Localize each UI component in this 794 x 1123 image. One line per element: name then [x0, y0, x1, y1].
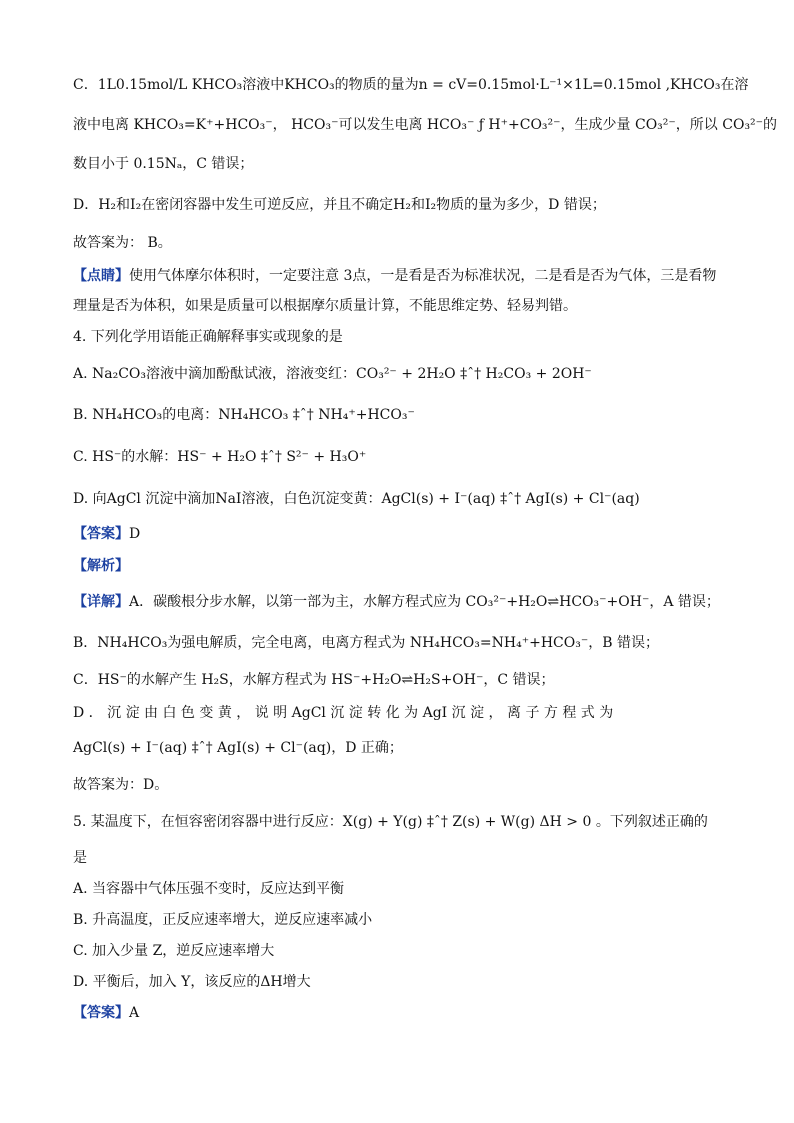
question-5: 5. 某温度下，在恒容密闭容器中进行反应：X(g) + Y(g) ‡ˆ† Z(s) + W(g) ΔH > 0 。下列叙述正确的: [73, 814, 708, 830]
question-5-option-c: C. 加入少量 Z，逆反应速率增大: [73, 943, 275, 959]
answer-tag: 【答案】: [73, 526, 129, 542]
point-tag: 【点睛】: [73, 268, 129, 284]
question-5-option-d: D. 平衡后，加入 Y，该反应的ΔH增大: [73, 974, 311, 990]
question-4-option-a: A. Na₂CO₃溶液中滴加酚酞试液，溶液变红：CO₃²⁻ + 2H₂O ‡ˆ† H₂CO₃ + 2OH⁻: [73, 366, 592, 382]
question-4-option-c: C. HS⁻的水解：HS⁻ + H₂O ‡ˆ† S²⁻ + H₃O⁺: [73, 449, 367, 465]
answer-line-4: [73, 524, 734, 544]
question-4-option-d: D. 向AgCl 沉淀中滴加NaI溶液，白色沉淀变黄：AgCl(s) + I⁻(aq) ‡ˆ† AgI(s) + Cl⁻(aq): [73, 491, 640, 507]
line-d1: D．H₂和I₂在密闭容器中发生可逆反应，并且不确定H₂和I₂物质的量为多少，D 错误；: [73, 197, 606, 213]
point-line-1: [73, 266, 734, 286]
question-4-option-b: B. NH₄HCO₃的电离：NH₄HCO₃ ‡ˆ† NH₄⁺+HCO₃⁻: [73, 407, 415, 423]
answer-tag-5: 【答案】: [73, 1005, 129, 1021]
detail-line-5: AgCl(s) + I⁻(aq) ‡ˆ† AgI(s) + Cl⁻(aq)，D 正确；: [73, 740, 403, 756]
line-c1: C．1L0.15mol/L KHCO₃溶液中KHCO₃的物质的量为n = cV=0.15mol·L⁻¹×1L=0.15mol ,KHCO₃在溶: [73, 77, 749, 93]
answer-line-2: 故答案为：D。: [73, 777, 169, 793]
question-5-option-b: B. 升高温度，正反应速率增大，逆反应速率减小: [73, 912, 373, 928]
detail-line-2: B．NH₄HCO₃为强电解质，完全电离，电离方程式为 NH₄HCO₃=NH₄⁺+HCO₃⁻，B 错误；: [73, 635, 659, 651]
answer-line-1: 故答案为： B。: [73, 235, 172, 251]
detail-line-4: D ． 沉 淀 由 白 色 变 黄 ， 说 明 AgCl 沉 淀 转 化 为 AgI 沉 淀 ， 离 子 方 程 式 为: [73, 705, 614, 721]
detail-tag: 【详解】: [73, 594, 129, 610]
question-5-cont: 是: [73, 850, 87, 866]
analysis-tag: 【解析】: [73, 558, 129, 574]
detail-line-1: [73, 592, 734, 612]
detail-text-a: A．碳酸根分步水解，以第一部为主，水解方程式应为 CO₃²⁻+H₂O⇌HCO₃⁻+OH⁻，A 错误；: [129, 594, 720, 610]
point-line-2: 理量是否为体积，如果是质量可以根据摩尔质量计算，不能思维定势、轻易判错。: [73, 298, 577, 314]
answer-value-4: D: [129, 526, 141, 542]
line-c2: 液中电离 KHCO₃=K⁺+HCO₃⁻， HCO₃⁻可以发生电离 HCO₃⁻ ƒ H⁺+CO₃²⁻，生成少量 CO₃²⁻，所以 CO₃²⁻的: [73, 117, 778, 133]
detail-line-3: C．HS⁻的水解产生 H₂S，水解方程式为 HS⁻+H₂O⇌H₂S+OH⁻，C 错误；: [73, 672, 555, 688]
point-text-1: 使用气体摩尔体积时，一定要注意 3点，一是看是否为标准状况，二是看是否为气体，三是看物: [129, 268, 717, 284]
question-4: 4. 下列化学用语能正确解释事实或现象的是: [73, 329, 343, 345]
answer-line-5: [73, 1003, 734, 1023]
answer-value-5: A: [129, 1005, 140, 1021]
question-5-option-a: A. 当容器中气体压强不变时，反应达到平衡: [73, 881, 345, 897]
line-c3: 数目小于 0.15Nₐ，C 错误；: [73, 156, 254, 172]
